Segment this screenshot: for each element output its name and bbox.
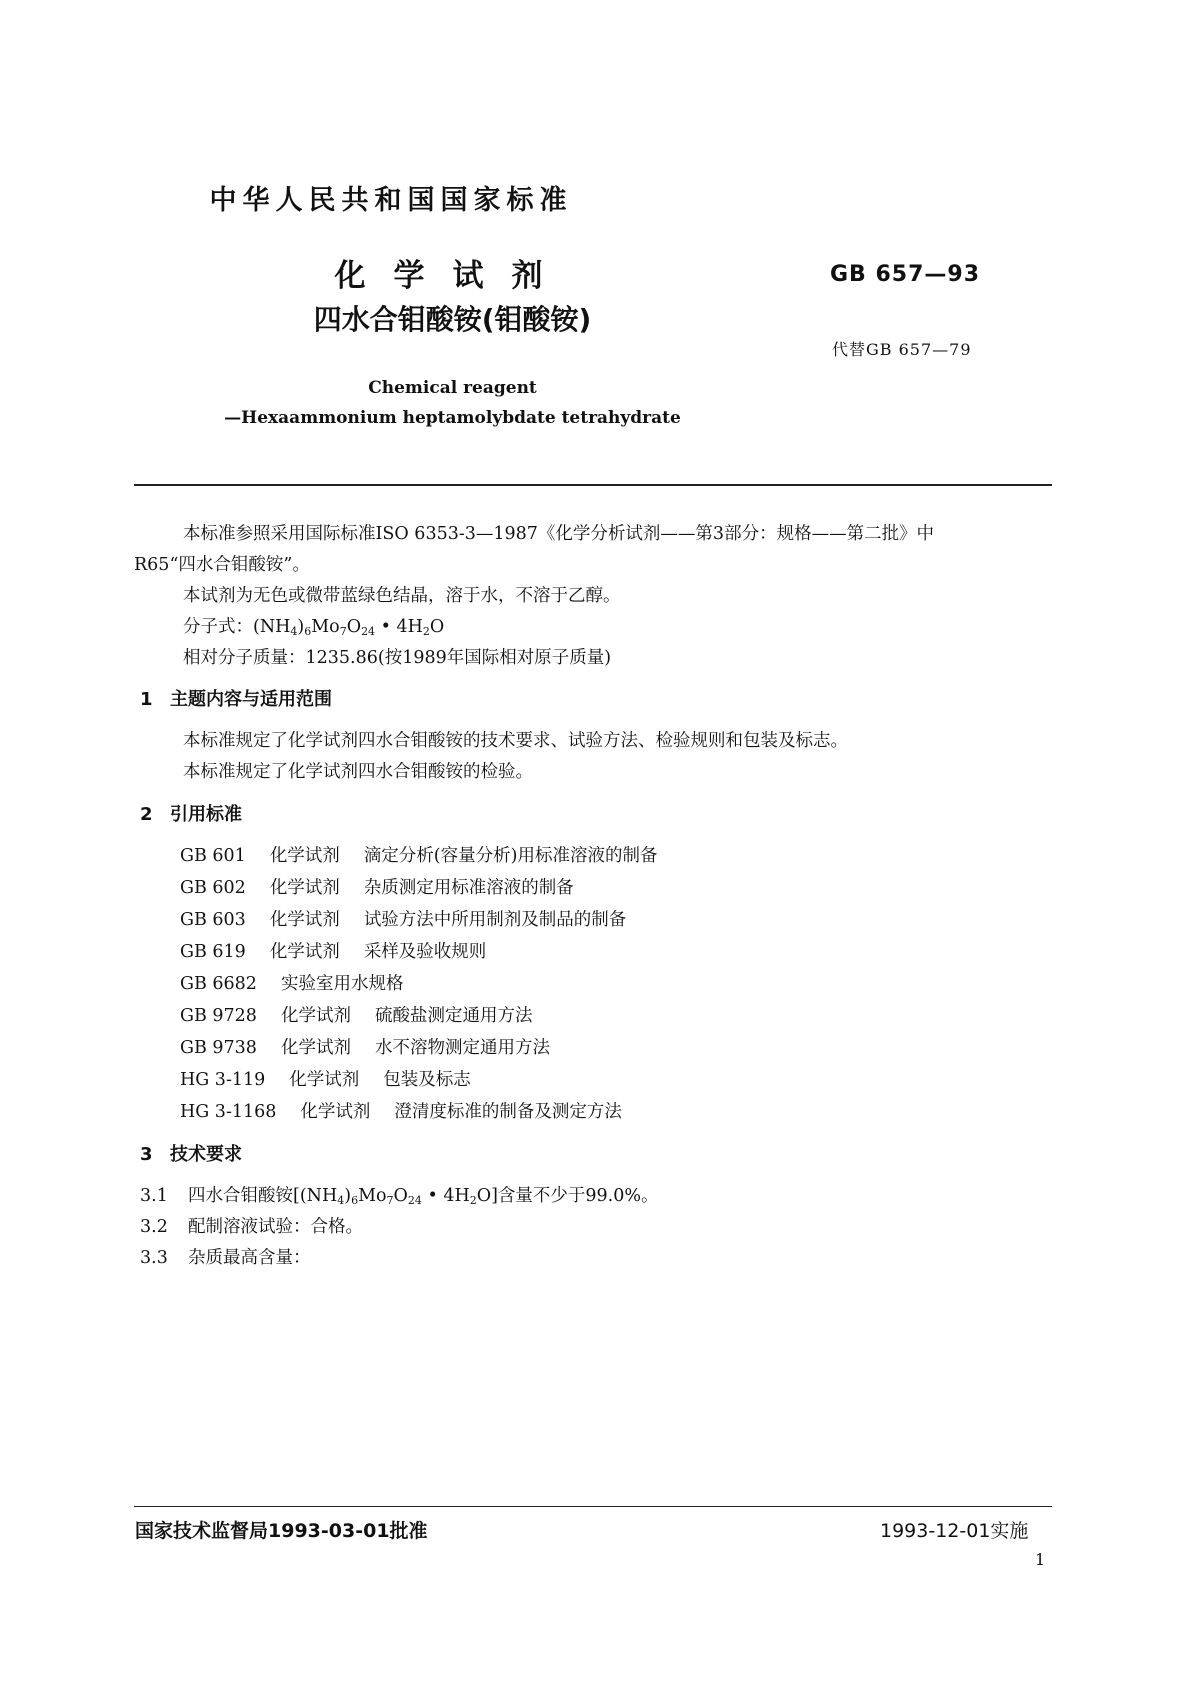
intro-line-1: 本标准参照采用国际标准ISO 6353-3—1987《化学分析试剂——第3部分：规格——第二批》中 bbox=[183, 524, 935, 544]
requirement-3-1: 3.1 四水合钼酸铵[$(NH_4)_6Mo_7O_{24}$ • $4H_2O$]含量不少于99.0%。 bbox=[140, 1186, 659, 1207]
section-1-line-1: 本标准规定了化学试剂四水合钼酸铵的技术要求、试验方法、检验规则和包装及标志。 bbox=[183, 731, 848, 751]
english-title-line1: Chemical reagent bbox=[368, 378, 537, 398]
approval-info: 国家技术监督局1993-03-01批准 bbox=[135, 1520, 428, 1542]
standard-number: GB 657—93 bbox=[830, 262, 981, 287]
replaces-standard: 代替GB 657—79 bbox=[832, 340, 972, 359]
reference-row: GB 9728 化学试剂 硫酸盐测定通用方法 bbox=[180, 1006, 533, 1026]
section-2-heading: 2 引用标准 bbox=[140, 804, 242, 825]
reference-row: GB 9738 化学试剂 水不溶物测定通用方法 bbox=[180, 1038, 550, 1058]
requirement-3-2: 3.2 配制溶液试验：合格。 bbox=[140, 1217, 363, 1237]
intro-line-2: R65“四水合钼酸铵”。 bbox=[134, 555, 310, 575]
implementation-date: 1993-12-01实施 bbox=[880, 1520, 1029, 1542]
reference-row: HG 3-119 化学试剂 包装及标志 bbox=[180, 1070, 471, 1090]
reference-row: HG 3-1168 化学试剂 澄清度标准的制备及测定方法 bbox=[180, 1102, 622, 1122]
reference-row: GB 602 化学试剂 杂质测定用标准溶液的制备 bbox=[180, 878, 574, 898]
national-standard-header: 中华人民共和国国家标准 bbox=[209, 185, 573, 216]
document-title-secondary: 四水合钼酸铵(钼酸铵) bbox=[313, 303, 592, 336]
requirement-3-3: 3.3 杂质最高含量： bbox=[140, 1248, 311, 1268]
reference-row: GB 601 化学试剂 滴定分析(容量分析)用标准溶液的制备 bbox=[180, 846, 658, 866]
bottom-divider bbox=[134, 1506, 1052, 1507]
section-1-line-2: 本标准规定了化学试剂四水合钼酸铵的检验。 bbox=[183, 762, 533, 782]
document-title-primary: 化学试剂 bbox=[334, 258, 571, 294]
reference-row: GB 6682 实验室用水规格 bbox=[180, 974, 404, 994]
page-number: 1 bbox=[1035, 1550, 1046, 1569]
relative-molecular-mass: 相对分子质量：1235.86(按1989年国际相对原子质量) bbox=[183, 648, 612, 668]
section-1-heading: 1 主题内容与适用范围 bbox=[140, 689, 332, 710]
reference-row: GB 603 化学试剂 试验方法中所用制剂及制品的制备 bbox=[180, 910, 627, 930]
intro-line-3: 本试剂为无色或微带蓝绿色结晶，溶于水，不溶于乙醇。 bbox=[183, 586, 621, 606]
reference-row: GB 619 化学试剂 采样及验收规则 bbox=[180, 942, 487, 962]
english-title-line2: —Hexaammonium heptamolybdate tetrahydrate bbox=[224, 408, 681, 428]
section-3-heading: 3 技术要求 bbox=[140, 1144, 242, 1165]
top-divider bbox=[134, 484, 1052, 486]
molecular-formula: 分子式：$(NH_4)_6Mo_7O_{24}$ • $4H_2O$ bbox=[183, 617, 445, 638]
